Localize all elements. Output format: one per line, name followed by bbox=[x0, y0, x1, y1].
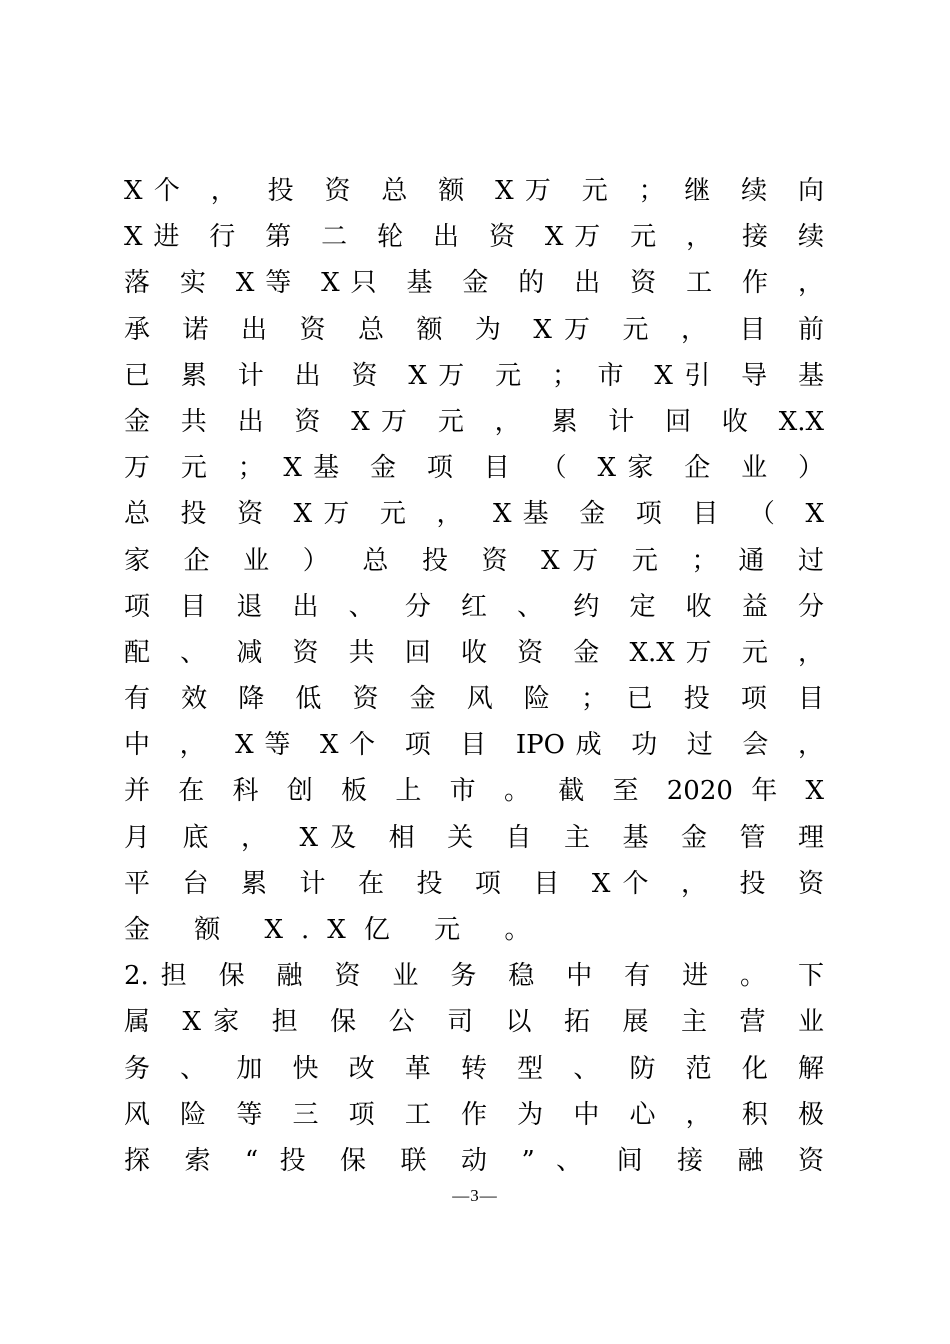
text-line: 务 、 加 快 改 革 转 型 、 防 范 化 解 bbox=[124, 1053, 824, 1084]
text-line: 中 ， X等 X个 项 目 IPO成 功 过 会 ， bbox=[124, 730, 824, 761]
paragraph-end-line: 金 额 X.X亿 元 。 bbox=[124, 915, 549, 945]
document-body bbox=[124, 168, 824, 1184]
text-line: 总 投 资 X万 元 ， X基 金 项 目 （ X bbox=[124, 499, 824, 530]
text-line: 项 目 退 出 、 分 红 、 约 定 收 益 分 bbox=[124, 591, 824, 622]
text-line: 金 共 出 资 X万 元 ， 累 计 回 收 X.X bbox=[124, 406, 824, 437]
text-line: 落 实 X等 X只 基 金 的 出 资 工 作 ， bbox=[124, 268, 824, 299]
text-line: 家 企 业 ） 总 投 资 X万 元 ； 通 过 bbox=[124, 545, 824, 576]
section-heading-line: 2.担 保 融 资 业 务 稳 中 有 进 。 下 bbox=[124, 961, 824, 992]
text-line: X进 行 第 二 轮 出 资 X万 元 ， 接 续 bbox=[124, 222, 824, 253]
page-number: —3— bbox=[452, 1186, 498, 1205]
text-line: 承 诺 出 资 总 额 为 X万 元 ， 目 前 bbox=[124, 314, 824, 345]
text-line: 平 台 累 计 在 投 项 目 X个 ， 投 资 bbox=[124, 868, 824, 899]
text-line: 有 效 降 低 资 金 风 险 ； 已 投 项 目 bbox=[124, 684, 824, 715]
text-line: 已 累 计 出 资 X万 元 ； 市 X引 导 基 bbox=[124, 360, 824, 391]
text-line: 配 、 减 资 共 回 收 资 金 X.X万 元 ， bbox=[124, 637, 824, 668]
text-line: 月 底 ， X及 相 关 自 主 基 金 管 理 bbox=[124, 822, 824, 853]
text-line: 属 X家 担 保 公 司 以 拓 展 主 营 业 bbox=[124, 1007, 824, 1038]
text-line: 风 险 等 三 项 工 作 为 中 心 ， 积 极 bbox=[124, 1099, 824, 1130]
text-line: 探 索 “ 投 保 联 动 ” 、 间 接 融 资 bbox=[124, 1145, 824, 1176]
text-line: X个 ， 投 资 总 额 X万 元 ； 继 续 向 bbox=[124, 176, 824, 206]
text-line: 并 在 科 创 板 上 市 。 截 至 2020 年 X bbox=[124, 776, 824, 807]
text-line: 万 元 ； X基 金 项 目 （ X家 企 业 ） bbox=[124, 453, 824, 484]
